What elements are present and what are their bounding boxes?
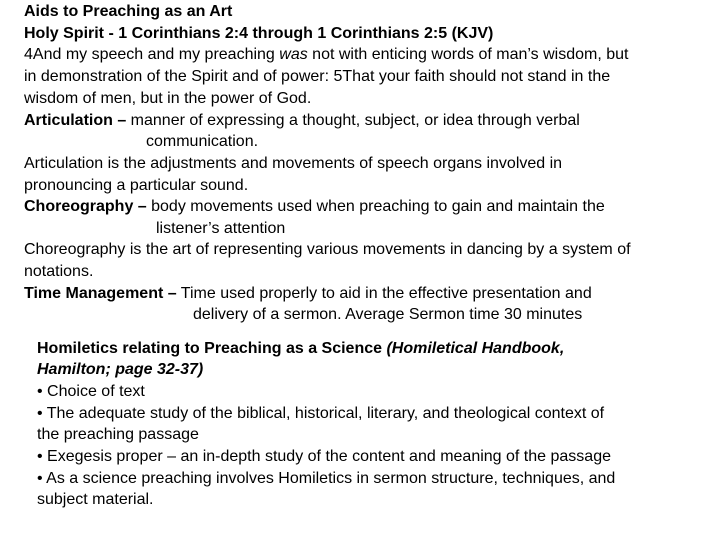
bullet-item-cont: the preaching passage — [37, 426, 199, 443]
term-articulation: Articulation – — [24, 112, 127, 129]
verse-text: 4And my speech and my preaching — [24, 46, 280, 63]
term-time-management: Time Management – — [24, 285, 177, 302]
heading-citation: (Homiletical Handbook, — [386, 340, 565, 357]
choreography-note-1: Choreography is the art of representing various movements in dancing by a system of — [24, 241, 631, 258]
heading-citation-cont: Hamilton; page 32-37) — [37, 361, 204, 378]
definition-text: manner of expressing a thought, subject, or idea through verbal — [126, 112, 580, 129]
time-management-definition-cont: delivery of a sermon. Average Sermon time 30 minutes — [193, 306, 583, 323]
verse-line-1 — [24, 44, 628, 66]
page-title: Aids to Preaching as an Art — [24, 3, 233, 20]
section-heading — [37, 338, 564, 360]
bullet-item: • Choice of text — [37, 383, 145, 400]
time-management-definition — [24, 283, 592, 305]
verse-text: not with enticing words of man’s wisdom, but — [307, 46, 629, 63]
definition-text: body movements used when preaching to gain and maintain the — [146, 198, 605, 215]
bullet-item: • As a science preaching involves Homiletics in sermon structure, techniques, and — [37, 470, 616, 487]
articulation-definition-cont: communication. — [146, 133, 259, 150]
verse-emphasis: was — [279, 46, 308, 63]
articulation-note-2: pronouncing a particular sound. — [24, 177, 249, 194]
heading-bold: Homiletics relating to Preaching as a Science — [37, 340, 387, 357]
articulation-definition — [24, 110, 580, 132]
choreography-definition-cont: listener’s attention — [156, 220, 286, 237]
articulation-note-1: Articulation is the adjustments and movements of speech organs involved in — [24, 155, 563, 172]
scripture-reference: Holy Spirit - 1 Corinthians 2:4 through 1 Corinthians 2:5 (KJV) — [24, 25, 494, 42]
definition-text: Time used properly to aid in the effective presentation and — [176, 285, 592, 302]
verse-line-2: in demonstration of the Spirit and of power: 5That your faith should not stand in the — [24, 68, 611, 85]
bullet-item: • Exegesis proper – an in-depth study of the content and meaning of the passage — [37, 448, 611, 465]
choreography-definition — [24, 196, 605, 218]
term-choreography: Choreography – — [24, 198, 147, 215]
choreography-note-2: notations. — [24, 263, 94, 280]
bullet-item: • The adequate study of the biblical, historical, literary, and theological context of — [37, 405, 605, 422]
verse-line-3: wisdom of men, but in the power of God. — [24, 90, 312, 107]
bullet-item-cont: subject material. — [37, 491, 154, 508]
